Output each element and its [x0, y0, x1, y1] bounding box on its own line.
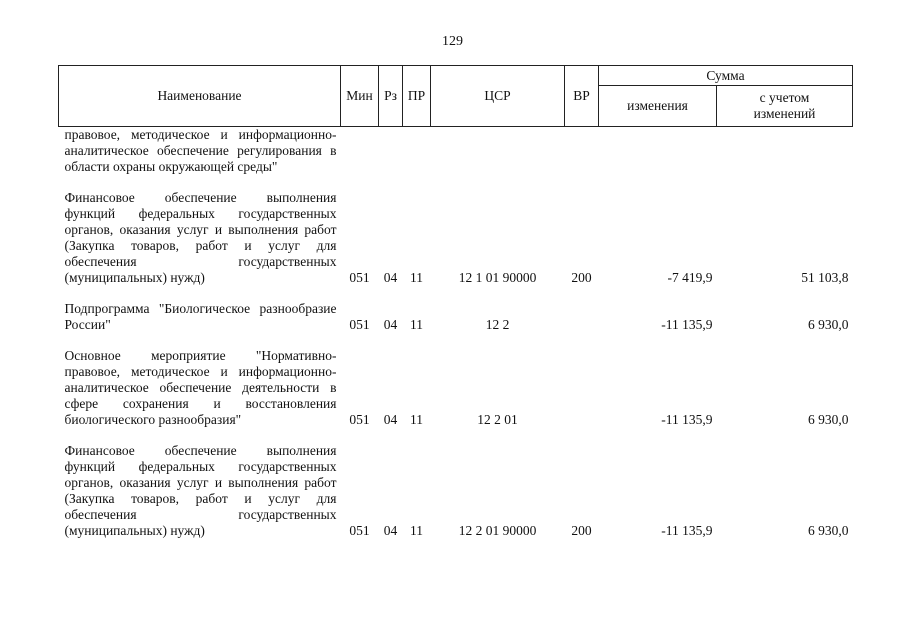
row-total: 6 930,0 [808, 523, 849, 538]
row-change: -7 419,9 [667, 270, 713, 285]
table-row [59, 348, 853, 428]
header-change: изменения [599, 86, 717, 127]
row-change: -11 135,9 [661, 317, 713, 332]
row-min: 051 [349, 412, 370, 427]
row-rz: 04 [383, 523, 398, 538]
row-min: 051 [349, 523, 370, 538]
row-vr [565, 127, 599, 176]
row-change: -11 135,9 [661, 412, 713, 427]
header-vr: ВР [565, 66, 599, 127]
budget-table [58, 65, 853, 539]
row-csr: 12 2 01 [477, 412, 518, 427]
row-csr: 12 2 01 90000 [458, 523, 537, 538]
row-rz: 04 [383, 317, 398, 332]
row-pr: 11 [410, 317, 423, 332]
row-name: Финансовое обеспечение выполнения функций федеральных государственных органов, оказания услуг и выполнения работ (Закупка товаров, работ и услуг для обеспечения государственных (муниципальных) нужд) [64, 443, 337, 538]
header-with-change [717, 86, 853, 127]
table-row [59, 127, 853, 176]
header-csr: ЦСР [431, 66, 565, 127]
row-csr: 12 1 01 90000 [458, 270, 537, 285]
header-sum: Сумма [599, 66, 853, 86]
row-vr [565, 301, 599, 333]
row-min: 051 [349, 317, 370, 332]
row-name: Основное мероприятие "Нормативно-правовое, методическое и информационно-аналитическое обеспечение деятельности в сфере сохранения и восстановления биологического разнообразия" [64, 348, 337, 427]
row-change [599, 127, 717, 176]
table-body [59, 127, 853, 540]
table-header [59, 66, 853, 127]
header-with-change-line1: с учетом [759, 90, 810, 105]
page-number: 129 [442, 34, 463, 49]
row-change: -11 135,9 [661, 523, 713, 538]
table-row [59, 301, 853, 333]
row-rz: 04 [383, 412, 398, 427]
header-rz: Рз [379, 66, 403, 127]
row-vr [565, 348, 599, 428]
row-pr: 11 [410, 270, 423, 285]
row-rz: 04 [383, 270, 398, 285]
row-vr: 200 [571, 270, 592, 285]
header-pr: ПР [403, 66, 431, 127]
row-min [341, 127, 379, 176]
table-row [59, 443, 853, 539]
row-total [717, 127, 853, 176]
row-pr: 11 [410, 523, 423, 538]
row-name: правовое, методическое и информационно-аналитическое обеспечение регулирования в области охраны окружающей среды" [64, 127, 337, 174]
row-name: Финансовое обеспечение выполнения функций федеральных государственных органов, оказания услуг и выполнения работ (Закупка товаров, работ и услуг для обеспечения государственных (муниципальных) нужд) [64, 190, 337, 285]
row-total: 51 103,8 [801, 270, 849, 285]
row-rz [379, 127, 403, 176]
row-csr [431, 127, 565, 176]
header-min: Мин [341, 66, 379, 127]
row-min: 051 [349, 270, 370, 285]
row-pr: 11 [410, 412, 423, 427]
header-with-change-line2: изменений [753, 106, 816, 121]
row-total: 6 930,0 [808, 412, 849, 427]
row-vr: 200 [571, 523, 592, 538]
table-row [59, 190, 853, 286]
row-name: Подпрограмма "Биологическое разнообразие России" [64, 301, 337, 332]
row-total: 6 930,0 [808, 317, 849, 332]
row-csr: 12 2 [485, 317, 510, 332]
row-pr [403, 127, 431, 176]
header-name: Наименование [59, 66, 341, 127]
